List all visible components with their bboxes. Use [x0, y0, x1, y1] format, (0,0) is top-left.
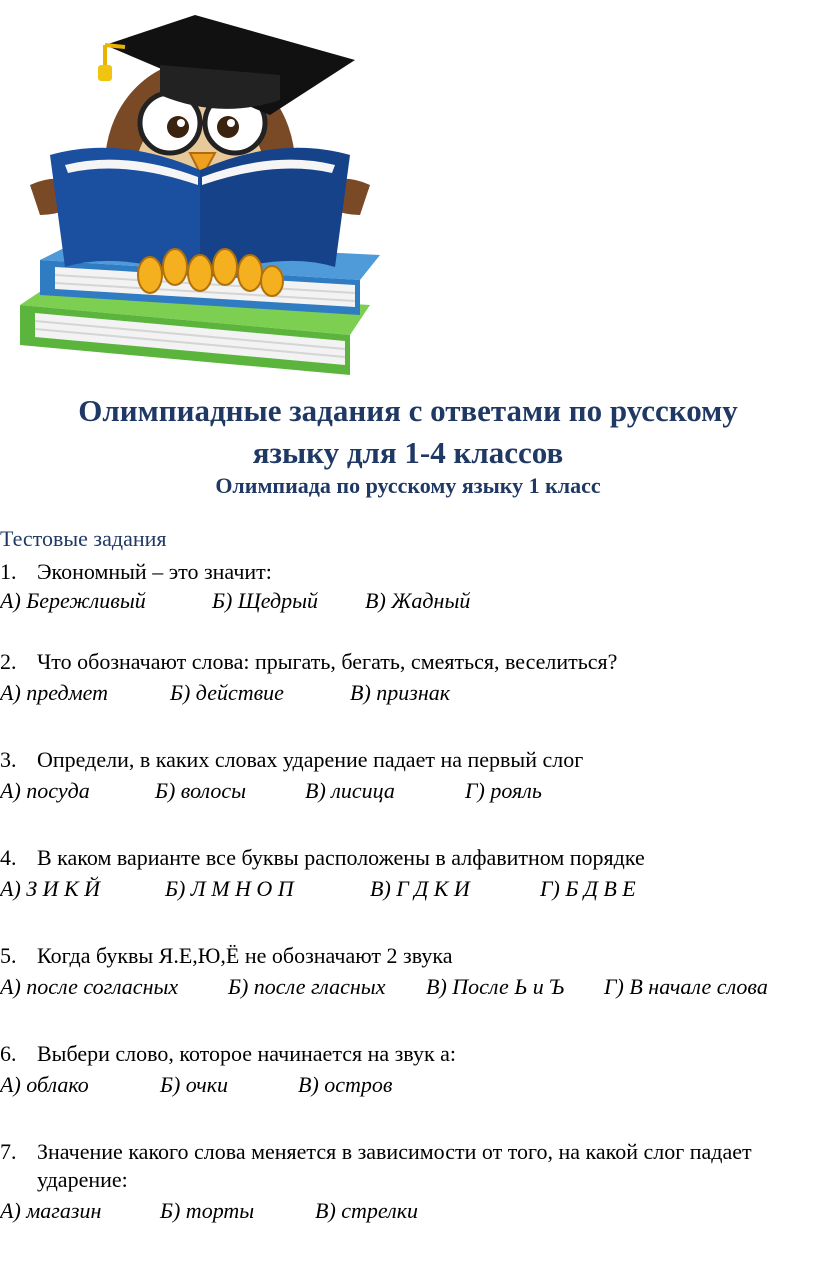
answer-option: Б) после гласных [228, 974, 386, 999]
answer-option: А) магазин [0, 1198, 102, 1223]
answer-option: В) Жадный [365, 588, 471, 613]
answer-option: В) признак [350, 680, 451, 705]
answer-option: Б) Щедрый [212, 588, 318, 613]
answer-option: А) после согласных [0, 974, 179, 999]
question-number: 7. [0, 1139, 17, 1164]
answer-option: А) Бережливый [0, 588, 146, 613]
answer-option: В) После Ь и Ъ [426, 974, 565, 999]
answer-option: Г) Б Д В Е [540, 876, 636, 901]
page-title-line2: языку для 1-4 классов [252, 435, 564, 470]
question-text: Выбери слово, которое начинается на звук а: [37, 1041, 457, 1066]
answer-option: Б) Л М Н О П [165, 876, 294, 901]
question-number: 4. [0, 845, 17, 870]
answer-option: В) Г Д К И [370, 876, 470, 901]
question-number: 2. [0, 649, 17, 674]
answer-option: В) остров [298, 1072, 393, 1097]
question-number: 5. [0, 943, 17, 968]
page-title-line1: Олимпиадные задания с ответами по русскому [78, 393, 738, 428]
answer-option: А) З И К Й [0, 876, 101, 901]
answer-option: А) посуда [0, 778, 90, 803]
question-text: Экономный – это значит: [37, 559, 272, 584]
question-number: 6. [0, 1041, 17, 1066]
question-text: Определи, в каких словах ударение падает на первый слог [37, 747, 584, 772]
question-text: В каком варианте все буквы расположены в алфавитном порядке [37, 845, 645, 870]
answer-option: Б) торты [160, 1198, 255, 1223]
answer-option: В) лисица [305, 778, 395, 803]
answer-option: Г) В начале слова [604, 974, 768, 999]
section-label: Тестовые задания [0, 526, 167, 551]
page-subtitle: Олимпиада по русскому языку 1 класс [215, 473, 601, 498]
question-text: Значение какого слова меняется в зависимости от того, на какой слог падает ударение: [37, 1139, 752, 1192]
answer-option: Б) действие [170, 680, 284, 705]
question-text: Когда буквы Я.Е,Ю,Ё не обозначают 2 звука [37, 943, 453, 968]
owl-with-books-illustration [10, 5, 390, 385]
answer-option: А) облако [0, 1072, 89, 1097]
question-text: Что обозначают слова: прыгать, бегать, смеяться, веселиться? [37, 649, 618, 674]
answer-option: В) стрелки [315, 1198, 419, 1223]
question-number: 1. [0, 559, 17, 584]
answer-option: А) предмет [0, 680, 109, 705]
answer-option: Г) рояль [465, 778, 542, 803]
question-number: 3. [0, 747, 17, 772]
answer-option: Б) волосы [155, 778, 247, 803]
answer-option: Б) очки [160, 1072, 229, 1097]
